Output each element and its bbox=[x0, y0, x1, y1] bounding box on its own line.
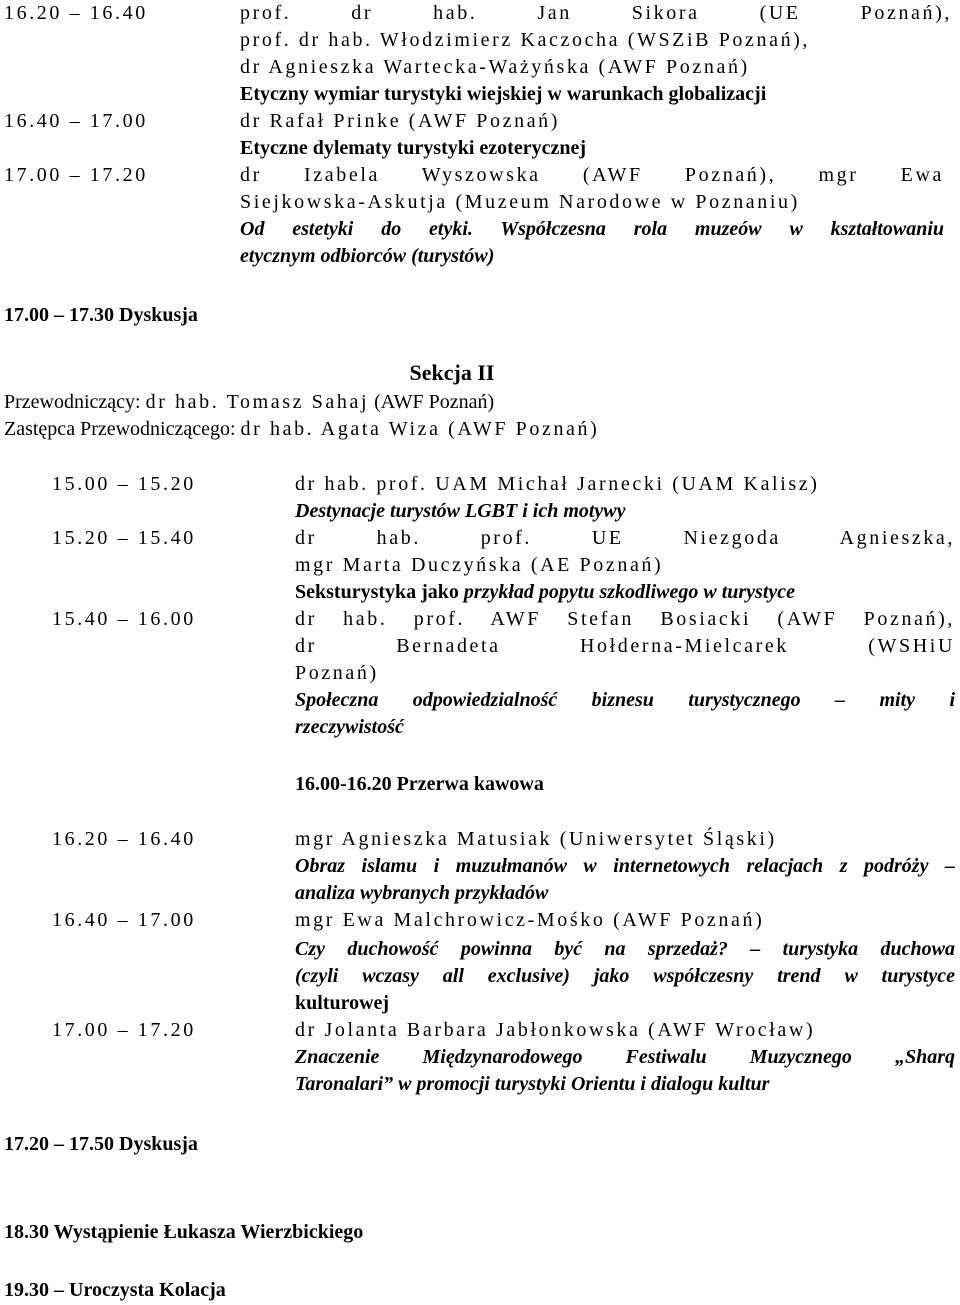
talk-title: Znaczenie Międzynarodowego Festiwalu Muzycznego „Sharq bbox=[295, 1046, 955, 1068]
speaker-line: dr Agnieszka Wartecka-Ważyńska (AWF Poznań) bbox=[240, 56, 750, 78]
session-time: 17.00 – 17.20 bbox=[52, 1019, 196, 1041]
session-time: 15.20 – 15.40 bbox=[52, 527, 196, 549]
talk-title: analiza wybranych przykładów bbox=[295, 882, 549, 904]
talk-title-part: Seksturystyka jako bbox=[295, 581, 459, 603]
speaker-line: Siejkowska-Askutja (Muzeum Narodowe w Poznaniu) bbox=[240, 191, 800, 213]
speaker-line: dr hab. prof. UE Niezgoda Agnieszka, bbox=[295, 527, 955, 549]
discussion-line: 17.20 – 17.50 Dyskusja bbox=[4, 1133, 198, 1155]
talk-title-part: przykład popytu szkodliwego w turystyce bbox=[463, 581, 796, 603]
talk-title: Destynacje turystów LGBT i ich motywy bbox=[295, 500, 626, 522]
speaker-line: mgr Agnieszka Matusiak (Uniwersytet Śląski) bbox=[295, 828, 777, 850]
speaker-line: dr Jolanta Barbara Jabłonkowska (AWF Wrocław) bbox=[295, 1019, 816, 1041]
talk-title: kulturowej bbox=[295, 992, 390, 1014]
talk-title: etycznym odbiorców (turystów) bbox=[240, 245, 495, 267]
talk-title: Społeczna odpowiedzialność biznesu turystycznego – mity i bbox=[295, 689, 955, 711]
chair-affiliation: (AWF Poznań) bbox=[374, 391, 495, 413]
speaker-line: dr Rafał Prinke (AWF Poznań) bbox=[240, 110, 561, 132]
speaker-line: dr Bernadeta Hołderna-Mielcarek (WSHiU bbox=[295, 635, 955, 657]
session-time: 15.40 – 16.00 bbox=[52, 608, 196, 630]
closing-speech: 18.30 Wystąpienie Łukasza Wierzbickiego bbox=[4, 1221, 364, 1243]
coffee-break: 16.00-16.20 Przerwa kawowa bbox=[295, 773, 544, 795]
vice-chair-label: Zastępca Przewodniczącego: bbox=[4, 418, 236, 440]
speaker-line: dr hab. prof. UAM Michał Jarnecki (UAM Kalisz) bbox=[295, 473, 820, 495]
chair-name: dr hab. Tomasz Sahaj bbox=[145, 391, 370, 413]
speaker-line: Poznań) bbox=[295, 662, 379, 684]
speaker-line: mgr Marta Duczyńska (AE Poznań) bbox=[295, 554, 664, 576]
vice-chair-line bbox=[4, 416, 599, 442]
discussion-line: 17.00 – 17.30 Dyskusja bbox=[4, 304, 198, 326]
speaker-line: prof. dr hab. Włodzimierz Kaczocha (WSZiB Poznań), bbox=[240, 29, 811, 51]
session-time: 16.20 – 16.40 bbox=[52, 828, 196, 850]
session-time: 16.40 – 17.00 bbox=[52, 909, 196, 931]
chair-label: Przewodniczący: bbox=[4, 391, 141, 413]
chair-line bbox=[4, 389, 494, 415]
talk-title: Taronalari” w promocji turystyki Orientu i dialogu kultur bbox=[295, 1073, 770, 1095]
talk-title: Czy duchowość powinna być na sprzedaż? – turystyka duchowa bbox=[295, 938, 955, 960]
talk-title: Etyczne dylematy turystyki ezoterycznej bbox=[240, 137, 586, 159]
session-time: 17.00 – 17.20 bbox=[4, 164, 148, 186]
talk-title: Od estetyki do etyki. Współczesna rola muzeów w kształtowaniu bbox=[240, 218, 944, 240]
talk-title: Etyczny wymiar turystyki wiejskiej w warunkach globalizacji bbox=[240, 83, 767, 105]
talk-title: Obraz islamu i muzułmanów w internetowych relacjach z podróży – bbox=[295, 855, 955, 877]
session-time: 15.00 – 15.20 bbox=[52, 473, 196, 495]
section-heading: Sekcja II bbox=[409, 360, 495, 385]
talk-title bbox=[295, 579, 795, 605]
talk-title: rzeczywistość bbox=[295, 716, 404, 738]
speaker-line: prof. dr hab. Jan Sikora (UE Poznań), bbox=[240, 2, 952, 24]
talk-title: (czyli wczasy all exclusive) jako współczesny trend w turystyce bbox=[295, 965, 955, 987]
vice-chair-name: dr hab. Agata Wiza (AWF Poznań) bbox=[240, 418, 600, 440]
speaker-line: mgr Ewa Malchrowicz-Mośko (AWF Poznań) bbox=[295, 909, 765, 931]
session-time: 16.20 – 16.40 bbox=[4, 2, 148, 24]
speaker-line: dr Izabela Wyszowska (AWF Poznań), mgr Ewa bbox=[240, 164, 944, 186]
gala-dinner: 19.30 – Uroczysta Kolacja bbox=[4, 1279, 226, 1301]
session-time: 16.40 – 17.00 bbox=[4, 110, 148, 132]
speaker-line: dr hab. prof. AWF Stefan Bosiacki (AWF Poznań), bbox=[295, 608, 955, 630]
